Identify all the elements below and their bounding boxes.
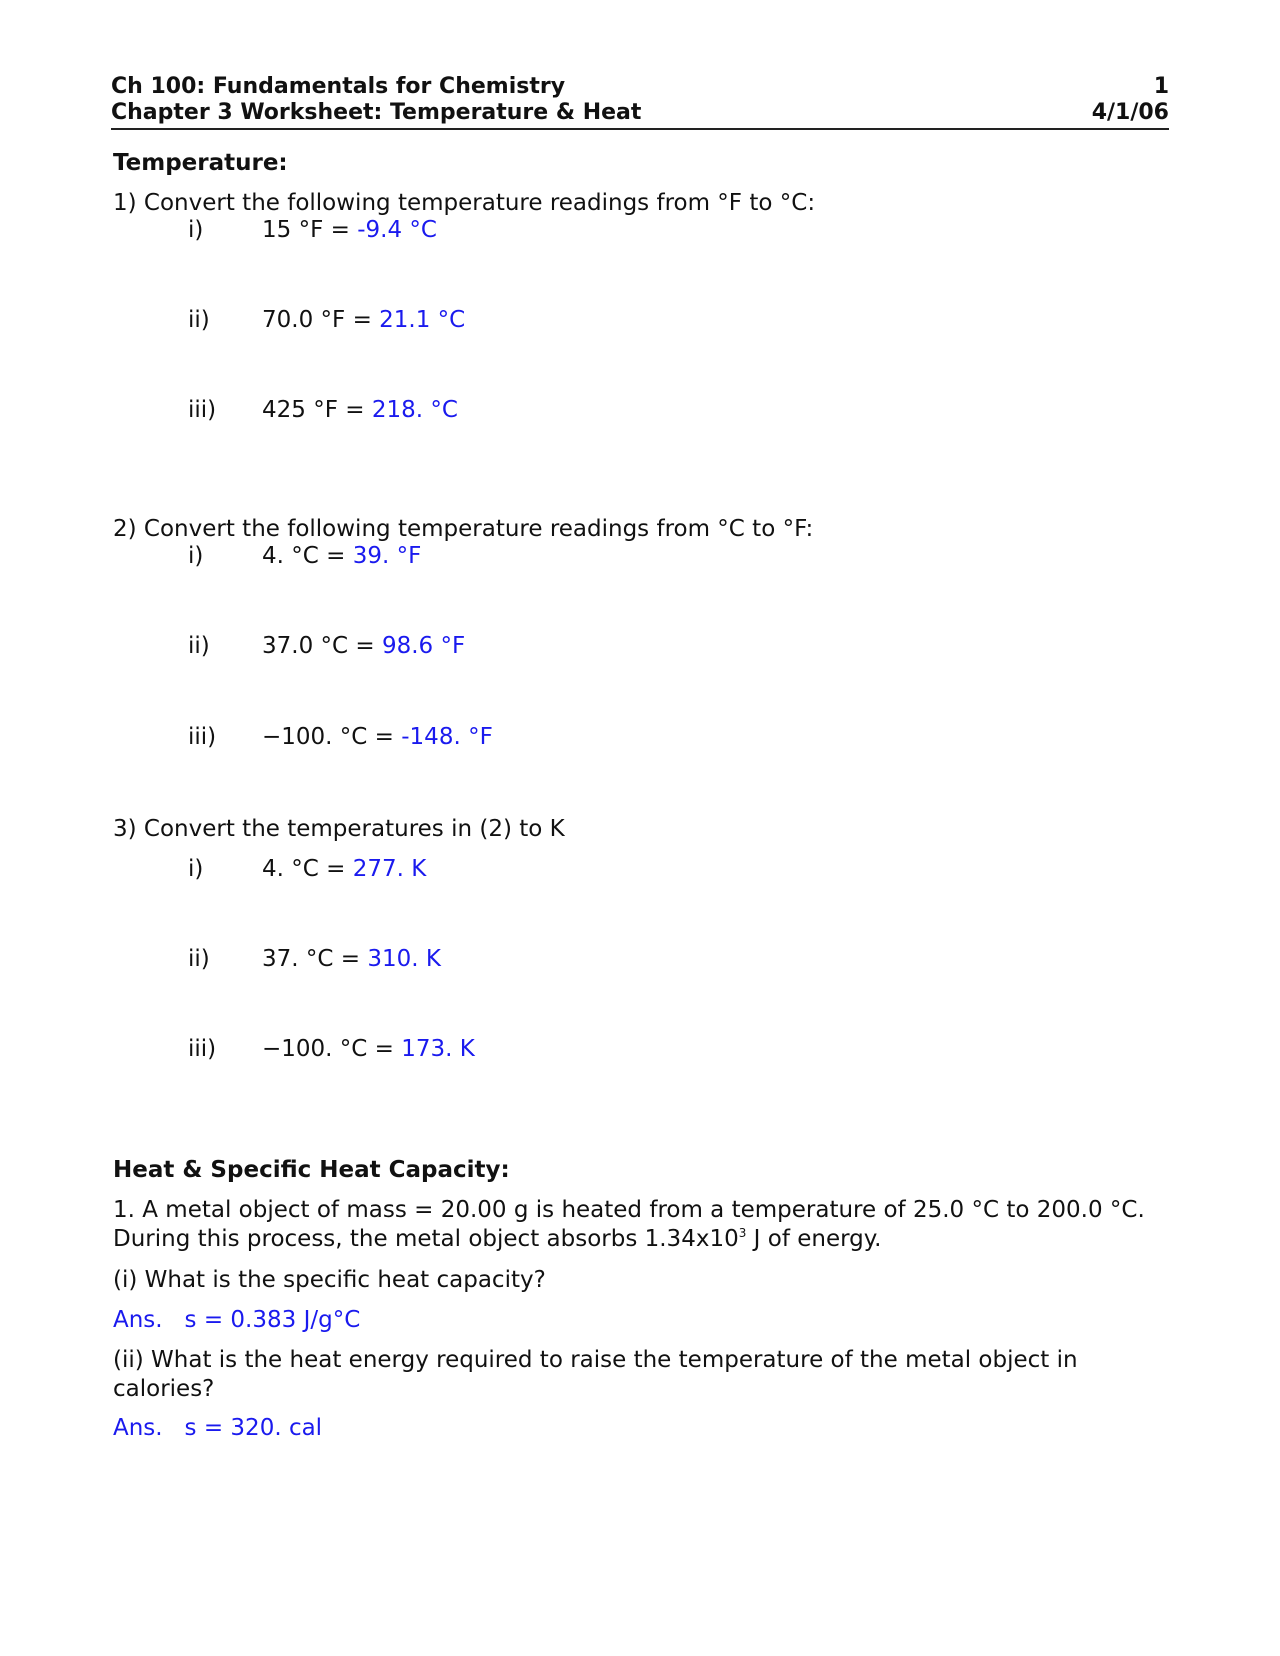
item-answer: 277. K	[352, 856, 427, 882]
item-expression: 4. °C = 277. K	[262, 856, 427, 882]
heat-heading: Heat & Specific Heat Capacity:	[113, 1157, 510, 1183]
item-expression: 70.0 °F = 21.1 °C	[262, 307, 466, 333]
course-title: Ch 100: Fundamentals for Chemistry	[111, 74, 566, 99]
item-expression: 37. °C = 310. K	[262, 946, 441, 972]
item-expression: −100. °C = 173. K	[262, 1036, 475, 1062]
item-answer: 98.6 °F	[381, 633, 466, 659]
item-number: iii)	[188, 397, 217, 423]
problem-line-2: During this process, the metal object absorbs $1.34x10^3$ J of energy.	[113, 1226, 882, 1252]
temperature-heading: Temperature:	[113, 150, 288, 176]
item-answer: 39. °F	[352, 543, 422, 569]
item-number: ii)	[188, 307, 210, 333]
item-expression: 15 °F = -9.4 °C	[262, 217, 437, 243]
answer-i	[113, 1306, 1173, 1335]
question-3-prompt: 3) Convert the temperatures in (2) to K	[113, 816, 565, 842]
item-number: ii)	[188, 633, 210, 659]
question-ii: (ii) What is the heat energy required to raise the temperature of the metal object in calories?	[113, 1347, 1078, 1402]
item-number: ii)	[188, 946, 210, 972]
answer-ii	[113, 1414, 1173, 1443]
item-number: i)	[188, 217, 204, 243]
item-expression: −100. °C = -148. °F	[262, 724, 493, 750]
answer-value: s = 0.383 J/g°C	[184, 1307, 361, 1333]
item-number: i)	[188, 856, 204, 882]
item-expression: 425 °F = 218. °C	[262, 397, 458, 423]
header-date: 4/1/06	[1091, 100, 1169, 125]
question-i: (i) What is the specific heat capacity?	[113, 1267, 546, 1293]
answer-label: Ans.	[113, 1307, 163, 1333]
item-answer: -9.4 °C	[357, 217, 437, 243]
answer-value: s = 320. cal	[184, 1415, 323, 1441]
question-2-prompt: 2) Convert the following temperature readings from °C to °F:	[113, 516, 814, 542]
exponent: 3	[738, 1226, 747, 1240]
item-expression: 37.0 °C = 98.6 °F	[262, 633, 466, 659]
item-number: i)	[188, 543, 204, 569]
item-answer: 310. K	[367, 946, 441, 972]
page-header	[111, 74, 1169, 130]
question-1-prompt: 1) Convert the following temperature readings from °F to °C:	[113, 190, 816, 216]
page-number: 1	[1153, 74, 1169, 99]
chapter-title: Chapter 3 Worksheet: Temperature & Heat	[111, 100, 642, 125]
item-answer: 173. K	[401, 1036, 475, 1062]
item-expression: 4. °C = 39. °F	[262, 543, 422, 569]
item-answer: 21.1 °C	[379, 307, 466, 333]
item-answer: 218. °C	[371, 397, 458, 423]
item-answer: -148. °F	[401, 724, 493, 750]
heat-problem-text	[113, 1196, 1173, 1254]
problem-line-1: 1. A metal object of mass = 20.00 g is heated from a temperature of 25.0 °C to 200.0 °C.	[113, 1197, 1145, 1223]
item-number: iii)	[188, 724, 217, 750]
item-number: iii)	[188, 1036, 217, 1062]
answer-label: Ans.	[113, 1415, 163, 1441]
